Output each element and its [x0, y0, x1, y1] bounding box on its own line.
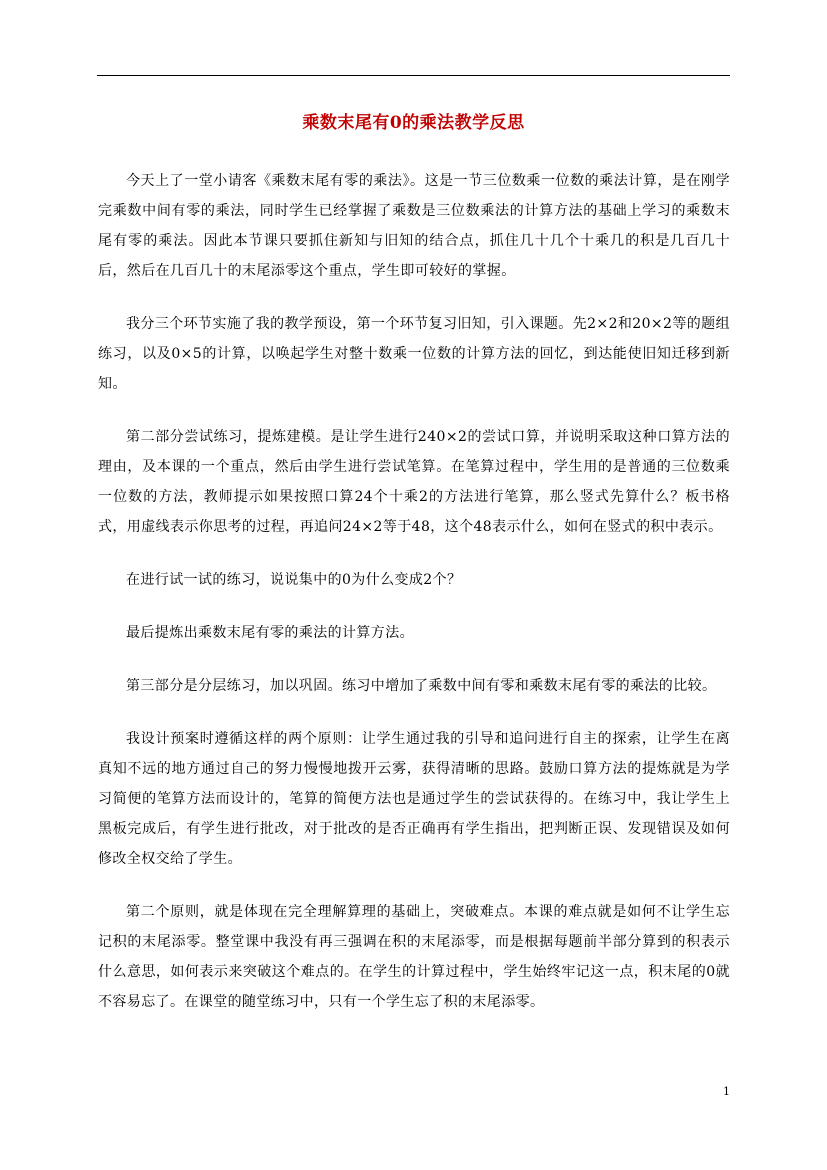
paragraph-2: 我分三个环节实施了我的教学预设，第一个环节复习旧知，引入课题。先2×2和20×2等的题组练习，以及0×5的计算，以唤起学生对整十数乘一位数的计算方法的回忆，到达能使旧知迁移到新知。: [98, 316, 730, 392]
page-number: 1: [723, 1085, 730, 1098]
document-body: [98, 166, 730, 1040]
paragraph-8: 第二个原则，就是体现在完全理解算理的基础上，突破难点。本课的难点就是如何不让学生忘记积的末尾添零。整堂课中我没有再三强调在积的末尾添零，而是根据每题前半部分算到的积表示什么意思，如何表示来突破这个难点的。在学生的计算过程中，学生始终牢记这一点，积末尾的0就不容易忘了。在课堂的随堂练习中，只有一个学生忘了积的末尾添零。: [98, 904, 730, 1010]
paragraph-3: 第二部分尝试练习，提炼建模。是让学生进行240×2的尝试口算，并说明采取这种口算方法的理由，及本课的一个重点，然后由学生进行尝试笔算。在笔算过程中，学生用的是普通的三位数乘一位数的方法，教师提示如果按照口算24个十乘2的方法进行笔算，那么竖式先算什么？板书格式，用虚线表示你思考的过程，再追问24×2等于48，这个48表示什么，如何在竖式的积中表示。: [98, 429, 730, 535]
paragraph-7: 我设计预案时遵循这样的两个原则：让学生通过我的引导和追问进行自主的探索，让学生在离真知不远的地方通过自己的努力慢慢地拨开云雾，获得清晰的思路。鼓励口算方法的提炼就是为学习简便的笔算方法而设计的，笔算的简便方法也是通过学生的尝试获得的。在练习中，我让学生上黑板完成后，有学生进行批改，对于批改的是否正确再有学生指出，把判断正误、发现错误及如何修改全权交给了学生。: [98, 731, 730, 867]
document-title: 乘数末尾有0的乘法教学反思: [302, 113, 525, 133]
header-rule: [97, 75, 730, 76]
paragraph-1: 今天上了一堂小请客《乘数末尾有零的乘法》。这是一节三位数乘一位数的乘法计算，是在刚学完乘数中间有零的乘法，同时学生已经掌握了乘数是三位数乘法的计算方法的基础上学习的乘数末尾有零的乘法。因此本节课只要抓住新知与旧知的结合点，抓住几十几个十乘几的积是几百几十后，然后在几百几十的末尾添零这个重点，学生即可较好的掌握。: [98, 173, 730, 279]
paragraph-4: 在进行试一试的练习，说说集中的0为什么变成2个？: [126, 572, 462, 588]
paragraph-6: 第三部分是分层练习，加以巩固。练习中增加了乘数中间有零和乘数末尾有零的乘法的比较。: [126, 678, 717, 694]
paragraph-5: 最后提炼出乘数末尾有零的乘法的计算方法。: [126, 625, 414, 641]
